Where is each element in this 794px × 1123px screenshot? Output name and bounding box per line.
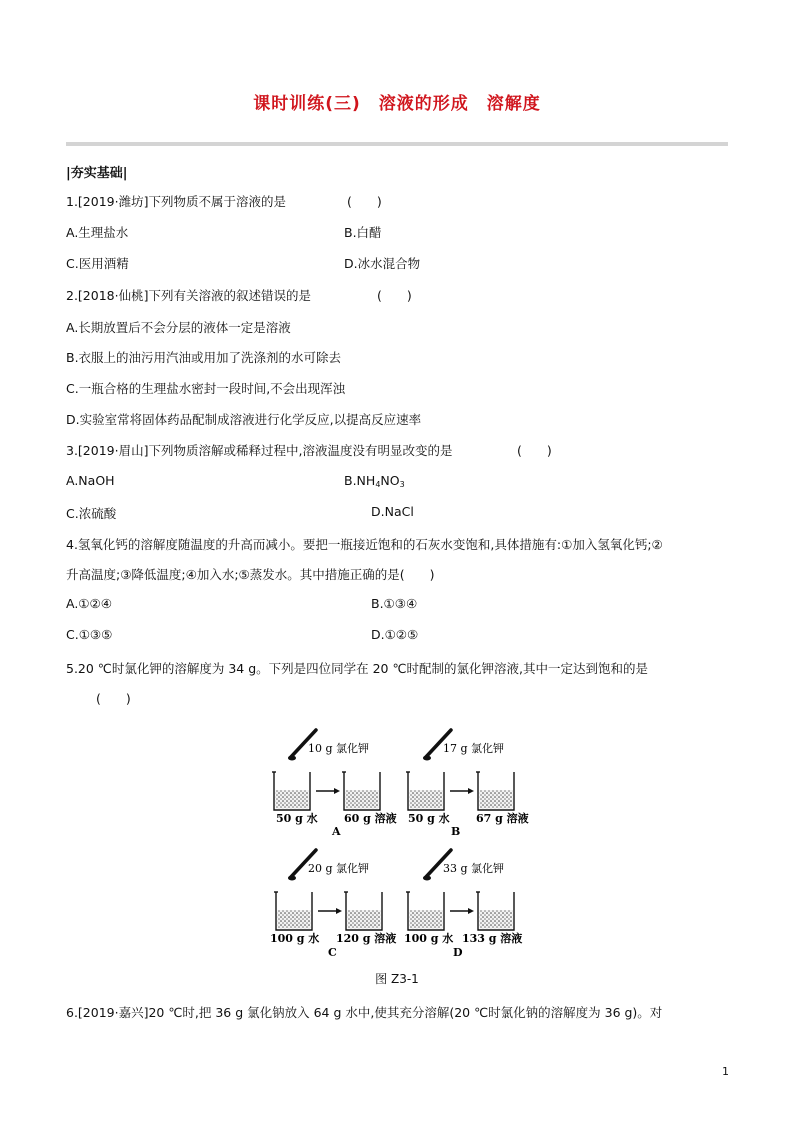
q3-stem: 3.[2019·眉山]下列物质溶解或稀释过程中,溶液温度没有明显改变的是 [66, 443, 453, 458]
page-number: 1 [722, 1065, 729, 1078]
panel-a-added: 10 g 氯化钾 [308, 742, 370, 755]
panel-d [404, 850, 522, 959]
q3-option-b-subscript-1: 4 [375, 480, 381, 489]
q2-option-a: A.长期放置后不会分层的液体一定是溶液 [66, 320, 291, 335]
q4-option-a: A.①②④ [66, 596, 112, 611]
section-heading: |夯实基础| [66, 166, 128, 181]
q5-answer-paren: ( ) [96, 691, 131, 706]
panel-c [270, 850, 396, 959]
panel-b-letter: B [451, 825, 461, 838]
q1-option-b: B.白醋 [344, 225, 382, 240]
panel-c-letter: C [328, 946, 337, 959]
title-divider [66, 142, 728, 146]
q3-option-b-text-2: NO [380, 473, 400, 488]
q3-answer-paren: ( ) [517, 443, 552, 458]
panel-c-result: 120 g 溶液 [336, 932, 397, 945]
panel-d-letter: D [453, 946, 463, 959]
figure-caption: 图 Z3-1 [375, 972, 419, 986]
q3-option-c: C.浓硫酸 [66, 506, 117, 521]
q4-option-d: D.①②⑤ [371, 627, 419, 642]
q4-stem-line-1: 4.氢氧化钙的溶解度随温度的升高而减小。要把一瓶接近饱和的石灰水变饱和,具体措施有:①加入氢氧化钙;② [66, 537, 663, 552]
panel-a-water: 50 g 水 [276, 812, 318, 825]
q4-option-b: B.①③④ [371, 596, 418, 611]
panel-b [406, 730, 529, 838]
q1-option-d: D.冰水混合物 [344, 256, 421, 271]
panel-a-letter: A [332, 825, 341, 838]
panel-d-added: 33 g 氯化钾 [443, 862, 505, 875]
q3-option-a: A.NaOH [66, 473, 115, 488]
panel-d-water: 100 g 水 [404, 932, 454, 945]
q1-answer-paren: ( ) [347, 194, 382, 209]
solubility-experiment-figure [270, 728, 530, 960]
q3-option-b-text: B.NH [344, 473, 376, 488]
page-title: 课时训练(三) 溶液的形成 溶解度 [253, 94, 541, 114]
panel-b-result: 67 g 溶液 [476, 812, 529, 825]
panel-c-added: 20 g 氯化钾 [308, 862, 370, 875]
panel-a-result: 60 g 溶液 [344, 812, 397, 825]
q3-option-d: D.NaCl [371, 504, 414, 519]
panel-b-added: 17 g 氯化钾 [443, 742, 505, 755]
panel-c-water: 100 g 水 [270, 932, 320, 945]
q3-option-b-subscript-2: 3 [399, 480, 405, 489]
q1-option-a: A.生理盐水 [66, 225, 129, 240]
q1-stem: 1.[2019·潍坊]下列物质不属于溶液的是 [66, 194, 286, 209]
q2-answer-paren: ( ) [377, 288, 412, 303]
q2-option-b: B.衣服上的油污用汽油或用加了洗涤剂的水可除去 [66, 350, 342, 365]
panel-d-result: 133 g 溶液 [462, 932, 523, 945]
q3-option-b [344, 473, 405, 489]
q4-option-c: C.①③⑤ [66, 627, 113, 642]
q2-stem: 2.[2018·仙桃]下列有关溶液的叙述错误的是 [66, 288, 311, 303]
q6-stem-line-1: 6.[2019·嘉兴]20 ℃时,把 36 g 氯化钠放入 64 g 水中,使其充分溶解(20 ℃时氯化钠的溶解度为 36 g)。对 [66, 1005, 663, 1020]
q4-stem-line-2: 升高温度;③降低温度;④加入水;⑤蒸发水。其中措施正确的是( ) [66, 567, 435, 582]
q5-stem-line-1: 5.20 ℃时氯化钾的溶解度为 34 g。下列是四位同学在 20 ℃时配制的氯化钾溶液,其中一定达到饱和的是 [66, 661, 648, 676]
q2-option-d: D.实验室常将固体药品配制成溶液进行化学反应,以提高反应速率 [66, 412, 422, 427]
q2-option-c: C.一瓶合格的生理盐水密封一段时间,不会出现浑浊 [66, 381, 346, 396]
q1-option-c: C.医用酒精 [66, 256, 129, 271]
panel-a [272, 730, 397, 838]
panel-b-water: 50 g 水 [408, 812, 450, 825]
